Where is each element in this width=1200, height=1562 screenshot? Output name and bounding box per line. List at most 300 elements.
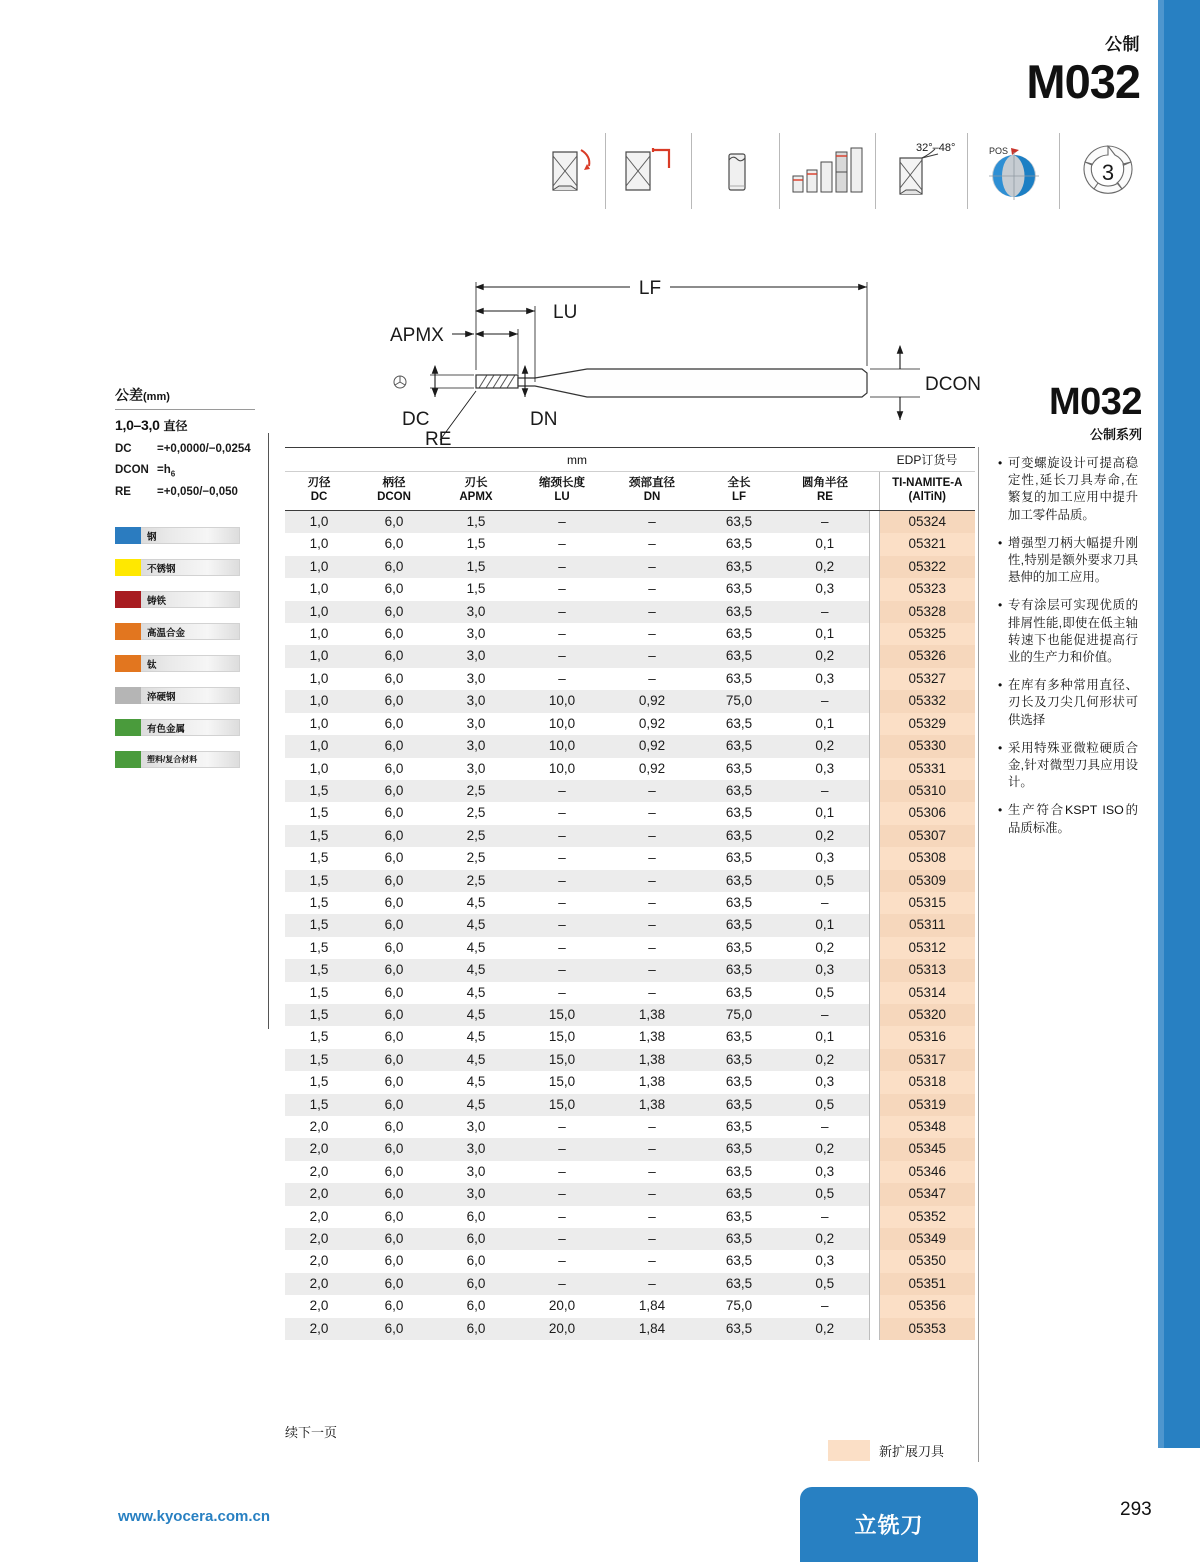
bullet-text: 可变螺旋设计可提高稳定性,延长刀具寿命,在繁复的加工应用中提升加工零件品质。 [1008,456,1138,522]
table-cell-edp[interactable]: 05353 [879,1318,975,1340]
col-edp-code: (AlTiN) [908,491,946,504]
table-cell: 6,0 [353,1183,435,1205]
table-cell: 6,0 [384,805,404,821]
col-re-code: RE [817,491,833,504]
table-row [285,1138,975,1160]
table-cell-edp[interactable]: 05320 [879,1004,975,1026]
table-cell: – [781,1004,869,1026]
tolerance-value-dcon-sub: 6 [170,469,176,479]
table-cell: 3,0 [466,1163,486,1179]
svg-text:32°–48°: 32°–48° [915,142,955,154]
bullet-dot-icon: • [998,598,1003,613]
table-cell: – [820,1119,829,1134]
table-cell: 1,5 [466,536,486,552]
table-cell: 2,0 [309,1298,329,1314]
flute-count-icon [1059,133,1155,209]
table-cell: 2,0 [285,1183,353,1205]
table-cell: 63,5 [725,1208,753,1224]
pos-rake-icon [967,133,1059,209]
legend-item [115,719,240,736]
table-cell: 63,5 [725,670,753,686]
new-tool-legend [828,1440,944,1461]
feature-icon-strip [533,133,1163,209]
table-cell: 4,5 [435,1094,517,1116]
table-cell-spacer [869,1228,879,1250]
table-cell-spacer [869,1295,879,1317]
legend-swatch [115,687,141,704]
table-cell: 63,5 [725,1163,753,1179]
table-row [285,578,975,600]
table-cell: 0,2 [781,556,869,578]
table-cell: – [558,1253,566,1269]
table-cell: 4,5 [435,959,517,981]
table-cell: 63,5 [697,1228,781,1250]
table-cell: – [517,601,607,623]
table-row [285,668,975,690]
table-cell: 1,5 [309,1029,329,1045]
table-cell: 2,0 [309,1119,329,1134]
col-dc-code: DC [310,491,328,504]
table-cell: 1,0 [285,601,353,623]
table-cell: 6,0 [384,536,404,552]
header-subtitle: 公制 [1105,35,1140,54]
feature-bullets [998,455,1138,848]
bullet-text: 专有涂层可实现优质的排屑性能,即使在低主轴转速下也能促进提高行业的生产力和价值。 [1008,598,1138,665]
bullet-text: 生产符合KSPT ISO的品质标准。 [1008,803,1138,835]
legend-label: 淬硬钢 [141,687,240,704]
table-cell: 1,5 [435,511,517,534]
table-cell: – [648,939,656,955]
table-cell: 10,0 [517,690,607,712]
page-header [1026,30,1140,106]
table-cell: 10,0 [517,735,607,757]
table-cell: 6,0 [353,825,435,847]
table-cell: 63,5 [697,1273,781,1295]
stepped-diameters-icon [779,133,875,209]
table-cell: – [648,626,656,642]
table-cell-edp[interactable]: 05345 [879,1138,975,1160]
table-cell: 63,5 [697,1183,781,1205]
table-cell: 63,5 [697,914,781,936]
page-number: 293 [1120,1499,1152,1520]
table-row [285,870,975,892]
table-cell-edp[interactable]: 05322 [879,556,975,578]
table-cell-spacer [869,1116,879,1138]
table-cell-spacer [869,533,879,555]
table-cell: 6,0 [353,1094,435,1116]
table-row [285,780,975,802]
table-cell: 6,0 [353,1273,435,1295]
table-cell-edp[interactable]: 05352 [879,1206,975,1228]
table-cell: 6,0 [353,735,435,757]
table-cell-edp[interactable]: 05318 [879,1071,975,1093]
col-apmx [435,472,517,511]
table-cell-spacer [869,1049,879,1071]
table-cell: 20,0 [548,1298,576,1314]
table-cell: 4,5 [435,914,517,936]
table-cell-edp[interactable]: 05346 [879,1161,975,1183]
table-cell: – [648,1163,656,1179]
svg-text:DN: DN [530,409,558,430]
table-cell: 6,0 [384,626,404,642]
table-cell: 6,0 [353,511,435,534]
table-cell: 4,5 [466,1029,486,1045]
legend-label: 铸铁 [141,591,240,608]
col-lu-code: LU [554,491,570,504]
table-cell: 63,5 [725,536,753,552]
table-cell: – [820,1298,829,1314]
table-cell: 1,38 [607,1094,697,1116]
tolerance-range-unit: 直径 [163,419,188,433]
table-cell: – [558,626,566,642]
table-cell-edp[interactable]: 05325 [879,623,975,645]
table-cell: 63,5 [697,1138,781,1160]
product-table [285,447,975,1340]
table-cell: 4,5 [435,1004,517,1026]
table-cell: 1,5 [285,1049,353,1071]
table-cell: 3,0 [466,670,486,686]
footer-category-label: 立铣刀 [854,1513,924,1538]
table-cell: 1,5 [309,894,329,910]
table-cell: – [607,556,697,578]
col-spacer [869,472,879,511]
col-lu-cn: 缩颈长度 [539,477,585,489]
table-cell-edp[interactable]: 05324 [879,511,975,534]
table-cell: 3,0 [435,601,517,623]
table-cell: 1,0 [285,645,353,667]
bullet-text: 在库有多种常用直径、刃长及刀尖几何形状可供选择 [1008,678,1138,727]
new-tool-label: 新扩展刀具 [879,1444,945,1459]
legend-label: 高温合金 [141,623,240,640]
table-cell-edp[interactable]: 05312 [879,937,975,959]
feature-bullet [998,535,1138,587]
col-re-cn: 圆角半径 [802,477,848,489]
table-cell: – [517,825,607,847]
table-cell: 6,0 [353,1049,435,1071]
new-tool-swatch [828,1440,870,1461]
table-cell-edp[interactable]: 05349 [879,1228,975,1250]
table-cell: 6,0 [466,1208,486,1224]
legend-swatch [115,623,141,640]
table-cell: – [558,581,566,597]
col-lf [697,472,781,511]
table-cell: 63,5 [725,805,753,821]
bullet-dot-icon: • [998,456,1003,470]
table-cell-edp[interactable]: 05309 [879,870,975,892]
table-cell: – [558,805,566,821]
table-cell-spacer [869,892,879,914]
table-cell: 1,0 [285,511,353,534]
table-cell: – [781,690,869,712]
table-cell-edp[interactable]: 05311 [879,914,975,936]
table-cell-edp[interactable]: 05348 [879,1116,975,1138]
table-cell: 63,5 [725,1253,753,1269]
table-cell: 0,92 [638,760,666,776]
table-cell: 6,0 [384,1208,404,1224]
table-cell: 2,0 [309,1253,329,1269]
table-cell: 1,0 [309,581,329,597]
footer-url[interactable]: www.kyocera.com.cn [118,1508,271,1525]
table-row [285,556,975,578]
col-lf-code: LF [731,491,747,504]
table-cell: – [558,894,566,910]
table-cell: 1,38 [638,1029,666,1045]
table-cell: 0,2 [781,825,869,847]
table-row [285,802,975,824]
bullet-dot-icon: • [998,678,1003,693]
col-apmx-cn: 刃长 [464,477,488,489]
table-cell: – [648,1253,656,1269]
table-cell-edp[interactable]: 05319 [879,1094,975,1116]
table-row [285,1071,975,1093]
tool-dimension-drawing [380,262,990,447]
table-cell: – [517,1183,607,1205]
table-cell: 6,0 [384,939,404,955]
table-cell: 1,84 [607,1318,697,1340]
table-body [285,511,975,1341]
table-cell: 0,5 [781,1094,869,1116]
table-row [285,1318,975,1340]
table-cell-edp[interactable]: 05330 [879,735,975,757]
table-row [285,533,975,555]
col-dcon-cn: 柄径 [382,477,406,489]
table-cell: 6,0 [384,850,404,866]
table-cell-edp[interactable]: 05314 [879,982,975,1004]
table-cell-edp[interactable]: 05351 [879,1273,975,1295]
table-cell-spacer [869,601,879,623]
table-cell: 1,38 [638,1074,666,1090]
table-cell: – [517,511,607,534]
table-cell-edp[interactable]: 05315 [879,892,975,914]
table-cell-edp[interactable]: 05327 [879,668,975,690]
table-cell: 0,3 [815,581,835,597]
table-cell: 63,5 [697,556,781,578]
table-cell: – [517,914,607,936]
table-cell: 0,2 [781,1318,869,1340]
table-cell: 15,0 [517,1049,607,1071]
table-cell: 6,0 [384,715,404,731]
legend-label: 不锈钢 [141,559,240,576]
tolerance-title-unit: (mm) [143,391,170,403]
table-cell-edp[interactable]: 05356 [879,1295,975,1317]
table-cell: 3,0 [435,645,517,667]
legend-label: 钛 [141,655,240,672]
table-row [285,1250,975,1272]
table-cell: – [607,511,697,534]
svg-text:DCON: DCON [925,374,981,395]
table-cell: 0,2 [781,735,869,757]
table-cell: 15,0 [517,1004,607,1026]
table-cell: 2,5 [466,850,486,866]
table-cell-edp[interactable]: 05306 [879,802,975,824]
bullet-text: 采用特殊亚微粒硬质合金,针对微型刀具应用设计。 [1008,740,1138,790]
table-cell: – [820,894,829,910]
table-cell: 3,0 [435,735,517,757]
table-cell: 1,5 [435,556,517,578]
table-cell: – [820,1208,829,1224]
col-dc [285,472,353,511]
table-cell-edp[interactable]: 05307 [879,825,975,847]
table-cell-spacer [869,959,879,981]
table-cell-spacer [869,1161,879,1183]
table-row [285,623,975,645]
col-edp-name: TI-NAMITE-A [892,477,963,489]
table-cell-spacer [869,802,879,824]
table-cell: 0,2 [781,1138,869,1160]
feature-bullet [998,677,1138,729]
table-cell: 6,0 [353,1004,435,1026]
table-cell: 0,3 [815,1163,835,1179]
table-cell: 4,5 [466,1074,486,1090]
table-cell: 0,5 [781,870,869,892]
table-cell-spacer [869,690,879,712]
table-cell: 1,5 [285,959,353,981]
footer-category-tab[interactable] [800,1487,978,1562]
table-cell: 6,0 [384,984,404,1000]
table-row [285,1004,975,1026]
table-cell: 6,0 [353,1318,435,1340]
table-cell: – [648,1119,656,1134]
table-row [285,713,975,735]
table-cell: 63,5 [697,1094,781,1116]
table-cell: 63,5 [697,959,781,981]
table-cell-spacer [869,1183,879,1205]
table-cell: – [607,1228,697,1250]
table-row [285,1116,975,1138]
svg-text:3: 3 [1101,160,1114,185]
table-cell: 1,84 [638,1298,666,1314]
table-cell-edp[interactable]: 05317 [879,1049,975,1071]
table-cell: – [607,1183,697,1205]
table-cell: 63,5 [725,984,753,1000]
table-row [285,959,975,981]
table-cell: 0,92 [638,715,666,731]
table-cell: 3,0 [466,715,486,731]
table-cell-edp[interactable]: 05321 [879,533,975,555]
table-cell: 63,5 [697,1318,781,1340]
table-cell-edp[interactable]: 05332 [879,690,975,712]
table-cell-edp[interactable]: 05308 [879,847,975,869]
table-unit-spacer [869,448,879,472]
legend-item [115,591,240,608]
table-row [285,1206,975,1228]
page-title: M032 [1026,55,1140,108]
feature-bullet [998,802,1138,836]
table-row [285,825,975,847]
tolerance-title [115,385,255,405]
table-cell: 1,0 [309,536,329,552]
tolerance-diameter-range [115,417,255,434]
table-cell: 1,5 [309,939,329,955]
table-cell: 3,0 [466,760,486,776]
table-row [285,1026,975,1048]
table-cell: – [517,556,607,578]
table-cell: 0,1 [815,626,835,642]
table-cell: 10,0 [548,760,576,776]
table-cell: 6,0 [353,1138,435,1160]
table-cell: – [517,1228,607,1250]
table-cell: 63,5 [725,626,753,642]
table-cell: 0,2 [781,1049,869,1071]
legend-label: 塑料/复合材料 [141,751,240,768]
table-cell: 75,0 [697,1004,781,1026]
table-cell-spacer [869,578,879,600]
tolerance-row-re [115,482,255,503]
table-cell: 63,5 [697,645,781,667]
table-cell: 3,0 [466,1119,486,1134]
table-cell: 1,5 [285,1004,353,1026]
table-cell: – [517,870,607,892]
table-row [285,735,975,757]
table-cell: 6,0 [384,1029,404,1045]
table-cell: 1,5 [285,825,353,847]
table-cell-edp[interactable]: 05328 [879,601,975,623]
tolerance-range-value: 1,0–3,0 [115,417,160,433]
table-cell: 6,0 [384,1253,404,1269]
table-cell: 6,0 [353,780,435,802]
table-cell: 6,0 [435,1228,517,1250]
table-cell: 1,0 [309,670,329,686]
table-cell-edp[interactable]: 05323 [879,578,975,600]
table-cell: – [607,825,697,847]
bullet-text: 增强型刀柄大幅提升刚性,特别是额外要求刀具悬伸的加工应用。 [1008,535,1138,585]
table-row [285,914,975,936]
table-cell-edp[interactable]: 05329 [879,713,975,735]
table-cell-edp[interactable]: 05350 [879,1250,975,1272]
table-cell: 0,3 [815,850,835,866]
table-cell: – [648,581,656,597]
table-cell: – [607,1138,697,1160]
table-cell: 0,3 [815,1074,835,1090]
table-cell: 10,0 [548,715,576,731]
table-cell: – [648,805,656,821]
table-cell-edp[interactable]: 05316 [879,1026,975,1048]
table-row [285,690,975,712]
table-cell-spacer [869,1094,879,1116]
table-cell-edp[interactable]: 05310 [879,780,975,802]
table-cell-spacer [869,914,879,936]
table-cell: 6,0 [384,1074,404,1090]
table-cell: 6,0 [435,1273,517,1295]
table-cell: 6,0 [466,1298,486,1314]
table-cell-edp[interactable]: 05313 [879,959,975,981]
table-cell-spacer [869,937,879,959]
table-cell: 1,0 [285,735,353,757]
table-cell: 63,5 [725,581,753,597]
table-row [285,892,975,914]
table-cell: – [607,870,697,892]
table-cell: 63,5 [697,780,781,802]
series-badge-title: M032 [1048,381,1142,423]
table-cell-edp[interactable]: 05331 [879,758,975,780]
table-cell-edp[interactable]: 05326 [879,645,975,667]
table-cell: 63,5 [725,1074,753,1090]
table-cell-spacer [869,870,879,892]
table-cell: – [558,670,566,686]
table-cell: 2,0 [285,1228,353,1250]
table-cell: – [648,894,656,910]
col-edp [879,472,975,511]
table-cell-edp[interactable]: 05347 [879,1183,975,1205]
table-cell: 3,0 [466,626,486,642]
table-cell: 63,5 [697,735,781,757]
table-cell: 6,0 [384,760,404,776]
legend-item [115,687,240,704]
table-cell: 63,5 [725,715,753,731]
table-cell-spacer [869,511,879,534]
tolerance-title-main: 公差 [115,387,143,403]
table-cell: 1,5 [285,870,353,892]
